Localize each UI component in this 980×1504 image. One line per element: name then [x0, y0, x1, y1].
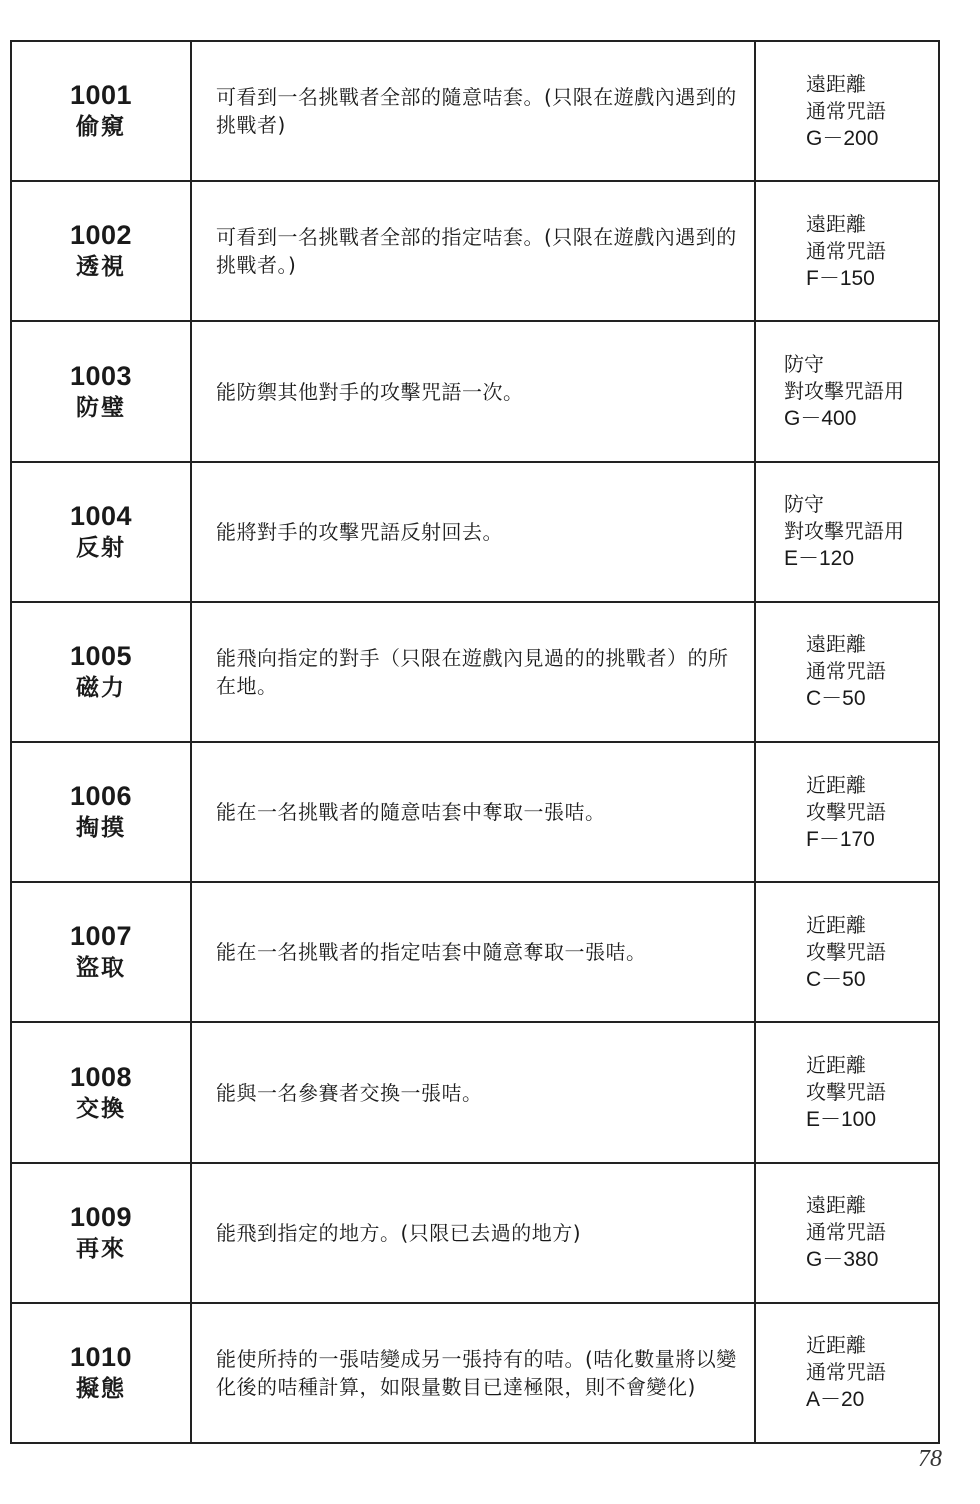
spell-description-cell [192, 1023, 756, 1161]
spell-number: 1003 [69, 360, 133, 391]
spell-range: 遠距離 [806, 71, 866, 96]
spell-id-cell [12, 1023, 192, 1161]
spell-rank-code: G－400 [784, 407, 857, 430]
spell-number: 1004 [69, 500, 133, 531]
table-row [12, 42, 938, 180]
spell-name: 盜取 [76, 955, 126, 982]
spell-id-cell [12, 1164, 192, 1302]
spell-number: 1009 [69, 1201, 133, 1232]
spell-id-cell [12, 743, 192, 881]
spell-number: 1008 [69, 1061, 133, 1092]
table-row [12, 461, 938, 601]
spell-range: 近距離 [806, 1053, 866, 1078]
spell-type-cell [756, 743, 938, 881]
spell-id-cell [12, 883, 192, 1021]
page-number: 78 [918, 1446, 942, 1472]
spell-type-cell [756, 1304, 938, 1442]
spell-type-cell [756, 463, 938, 601]
spell-rank-code: C－50 [806, 687, 866, 711]
table-row [12, 1021, 938, 1161]
spell-rank-code: C－50 [806, 967, 866, 991]
spell-description: 能在一名挑戰者的隨意咭套中奪取一張咭。 [216, 800, 606, 825]
spell-range: 遠距離 [806, 632, 866, 657]
spell-description-cell [192, 463, 756, 601]
spell-number: 1002 [69, 220, 133, 251]
spell-range: 近距離 [806, 1333, 866, 1358]
spell-name: 透視 [76, 254, 126, 281]
spell-card-table [10, 40, 940, 1444]
spell-id-cell [12, 1304, 192, 1442]
spell-rank-code: G－380 [806, 1248, 879, 1272]
spell-name: 掏摸 [76, 815, 126, 842]
spell-description: 能飛到指定的地方。(只限已去過的地方) [216, 1220, 582, 1245]
spell-description-cell [192, 1304, 756, 1442]
table-row [12, 1302, 938, 1442]
spell-rank-code: E－120 [784, 547, 855, 571]
spell-type-cell [756, 182, 938, 320]
spell-range: 防守 [784, 492, 824, 517]
spell-description: 可看到一名挑戰者全部的隨意咭套。(只限在遊戲內遇到的挑戰者) [216, 85, 737, 138]
spell-number: 1007 [69, 921, 133, 952]
table-row [12, 320, 938, 460]
spell-type-cell [756, 603, 938, 741]
spell-category: 攻擊咒語 [806, 939, 886, 964]
spell-description-cell [192, 42, 756, 180]
spell-id-cell [12, 322, 192, 460]
spell-name: 防璧 [76, 394, 126, 421]
spell-category: 通常咒語 [806, 1220, 886, 1245]
spell-category: 對攻擊咒語用 [784, 379, 904, 403]
spell-description-cell [192, 603, 756, 741]
spell-description: 能與一名參賽者交換一張咭。 [216, 1080, 483, 1105]
spell-rank-code: F－170 [806, 827, 875, 851]
spell-type-cell [756, 42, 938, 180]
table-row [12, 741, 938, 881]
table-row [12, 601, 938, 741]
spell-category: 通常咒語 [806, 1360, 886, 1385]
spell-type-cell [756, 1023, 938, 1161]
spell-category: 通常咒語 [806, 98, 886, 123]
spell-name: 偷窺 [76, 114, 126, 141]
spell-name: 擬態 [76, 1375, 126, 1402]
spell-id-cell [12, 463, 192, 601]
spell-description-cell [192, 182, 756, 320]
spell-description: 可看到一名挑戰者全部的指定咭套。(只限在遊戲內遇到的挑戰者。) [216, 225, 737, 278]
spell-number: 1005 [69, 640, 133, 671]
spell-description: 能在一名挑戰者的指定咭套中隨意奪取一張咭。 [216, 940, 647, 965]
spell-category: 對攻擊咒語用 [784, 519, 904, 544]
table-row [12, 180, 938, 320]
spell-description-cell [192, 1164, 756, 1302]
spell-description-cell [192, 322, 756, 460]
spell-rank-code: F－150 [806, 266, 875, 290]
spell-range: 遠距離 [806, 1193, 866, 1218]
spell-id-cell [12, 42, 192, 180]
spell-number: 1006 [69, 781, 133, 812]
spell-name: 交換 [76, 1095, 126, 1122]
spell-category: 通常咒語 [806, 238, 886, 263]
spell-description: 能飛向指定的對手（只限在遊戲內見過的的挑戰者）的所在地。 [216, 645, 729, 698]
spell-number: 1001 [69, 80, 133, 111]
spell-type-cell [756, 883, 938, 1021]
spell-name: 磁力 [76, 674, 126, 701]
spell-id-cell [12, 182, 192, 320]
spell-description: 能使所持的一張咭變成另一張持有的咭。(咭化數量將以變化後的咭種計算，如限量數目已達極限，則不會變化) [216, 1346, 737, 1399]
table-row [12, 1162, 938, 1302]
spell-description-cell [192, 743, 756, 881]
spell-range: 防守 [784, 352, 824, 376]
spell-id-cell [12, 603, 192, 741]
spell-rank-code: A－20 [806, 1388, 865, 1412]
spell-name: 反射 [76, 534, 126, 561]
spell-rank-code: E－100 [806, 1108, 877, 1132]
spell-number: 1010 [69, 1341, 133, 1372]
spell-rank-code: G－200 [806, 126, 879, 150]
spell-category: 攻擊咒語 [806, 799, 886, 824]
spell-type-cell [756, 1164, 938, 1302]
spell-type-cell [756, 322, 938, 460]
spell-description: 能防禦其他對手的攻擊咒語一次。 [216, 379, 524, 404]
spell-range: 近距離 [806, 912, 866, 937]
spell-range: 遠距離 [806, 211, 866, 236]
spell-category: 攻擊咒語 [806, 1080, 886, 1105]
spell-description: 能將對手的攻擊咒語反射回去。 [216, 519, 503, 544]
spell-category: 通常咒語 [806, 659, 886, 684]
spell-name: 再來 [76, 1235, 126, 1262]
table-row [12, 881, 938, 1021]
spell-range: 近距離 [806, 772, 866, 797]
spell-description-cell [192, 883, 756, 1021]
